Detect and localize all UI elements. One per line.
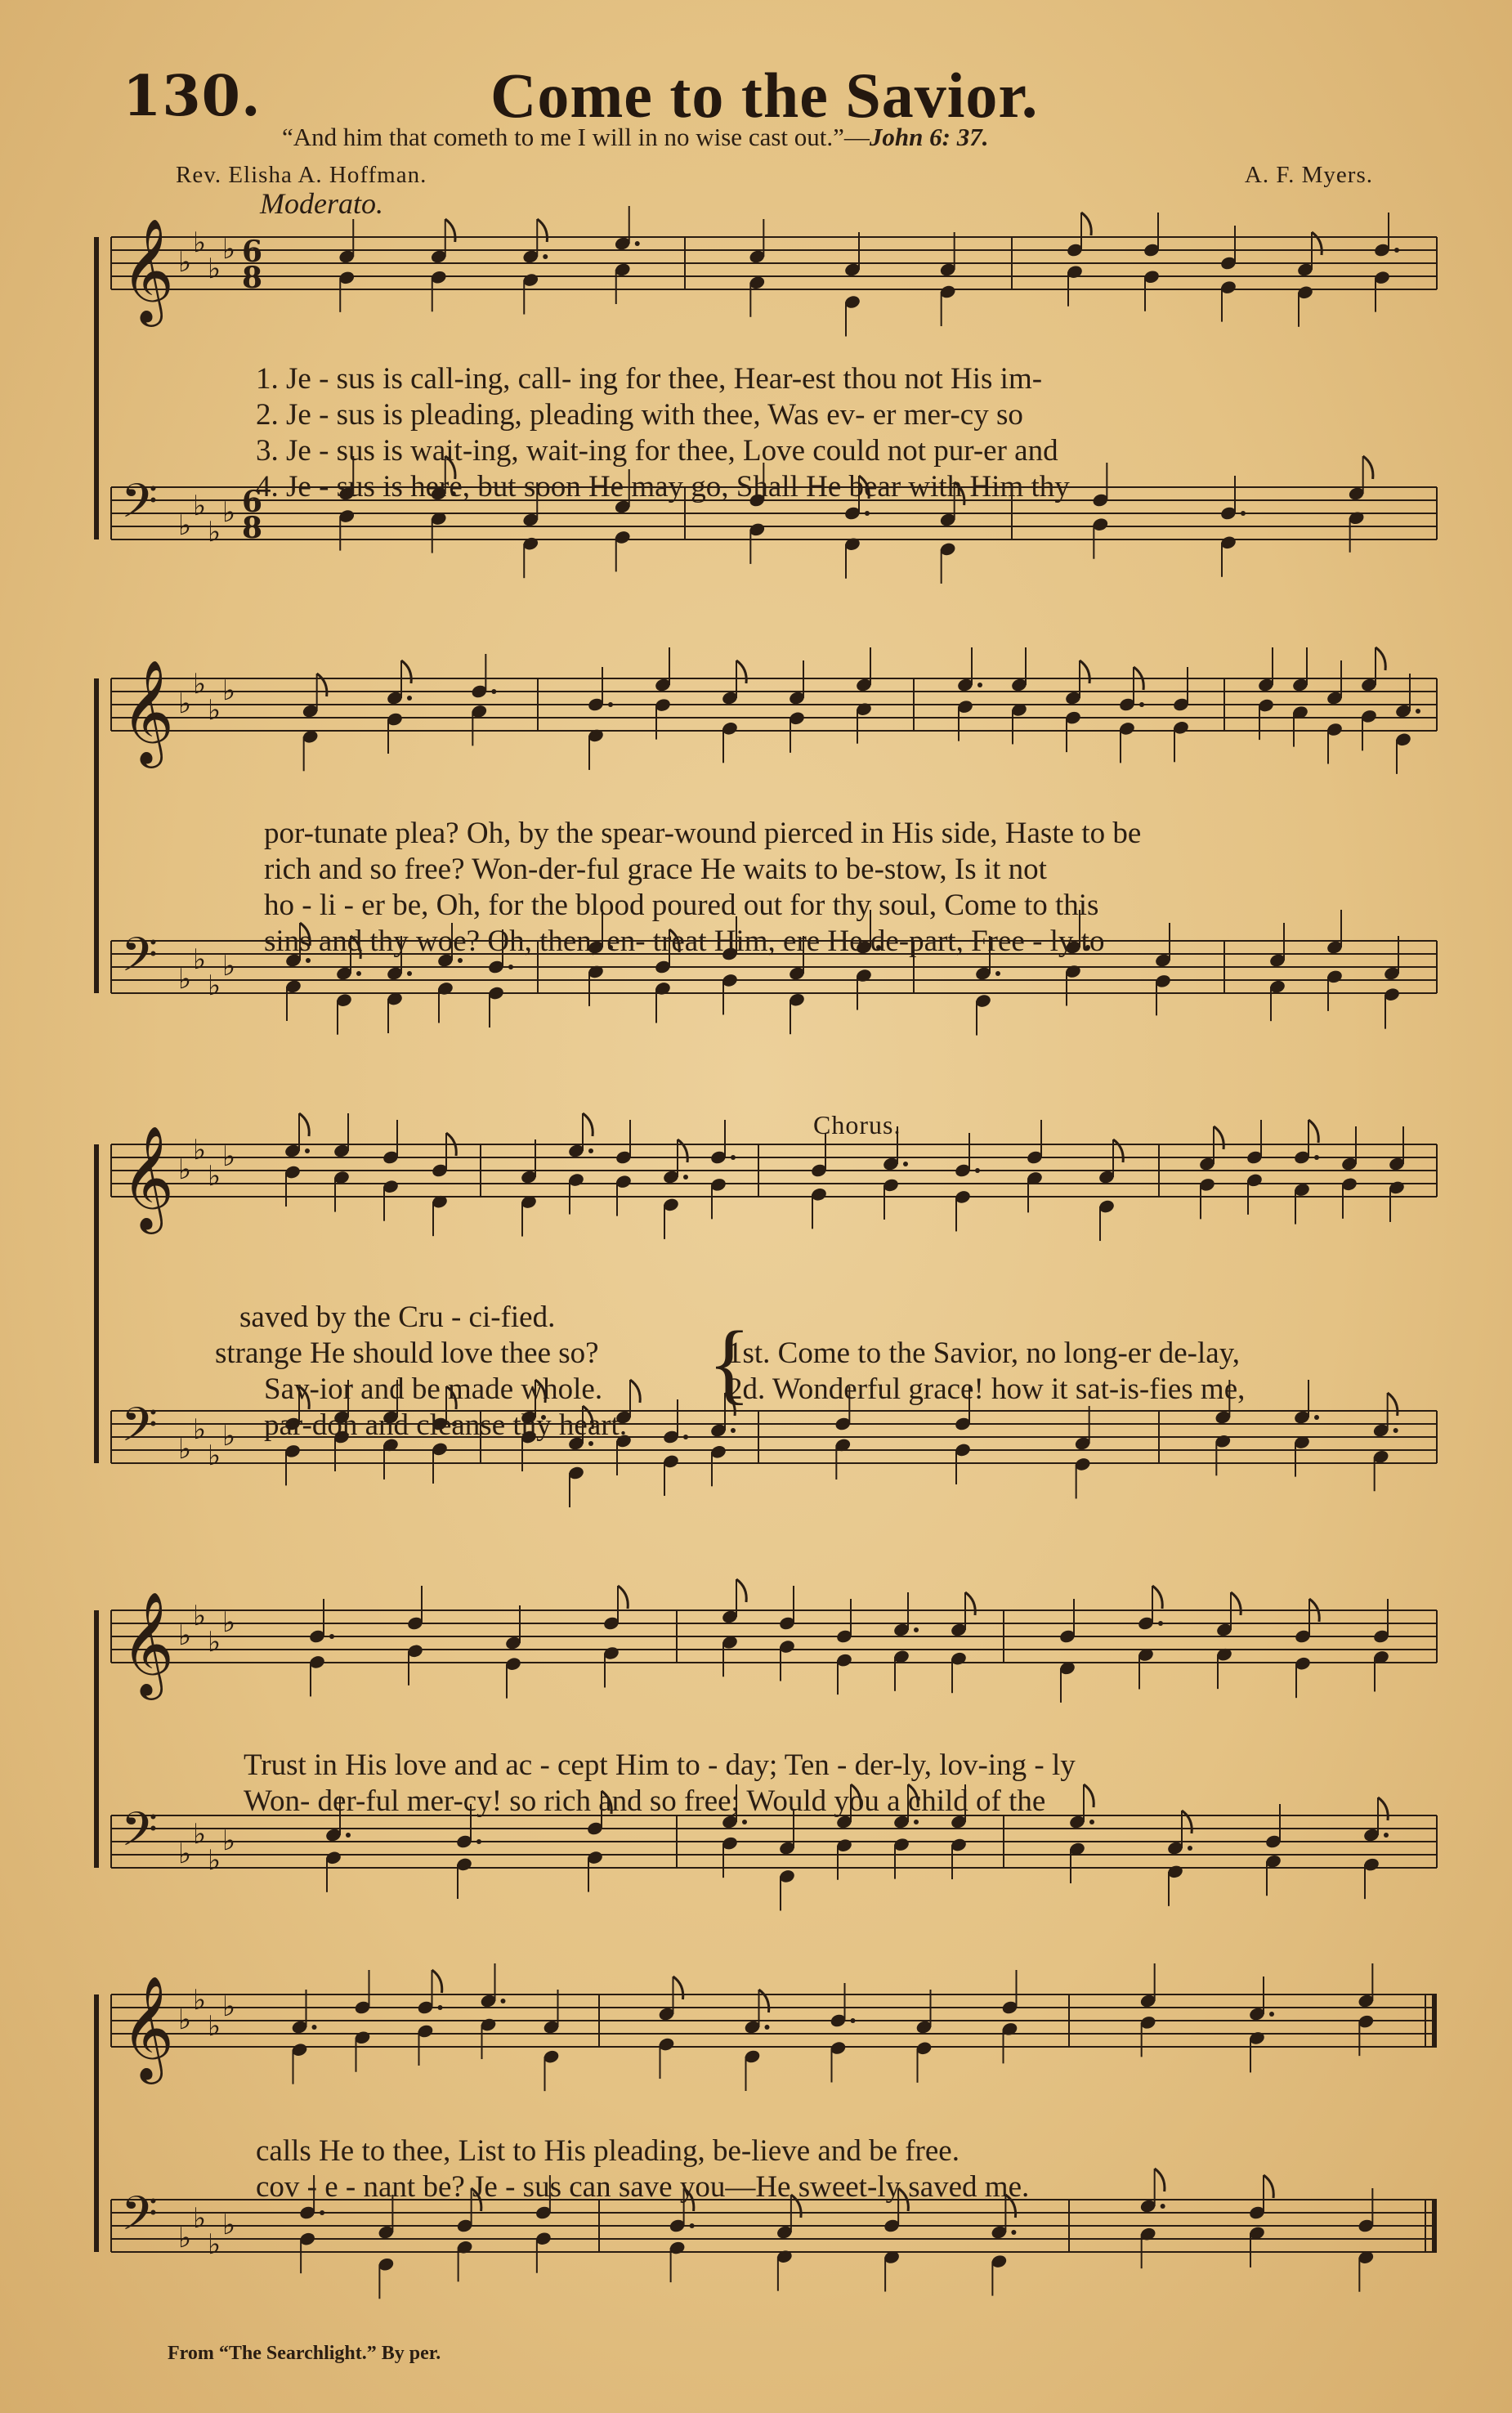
note-flag [583, 1113, 593, 1136]
time-signature: 6 [242, 235, 263, 269]
flat-icon: ♭ [193, 1600, 207, 1632]
dot [312, 2025, 317, 2030]
dot [1011, 2230, 1016, 2235]
flat-icon: ♭ [222, 1140, 236, 1173]
note-flag [965, 1592, 975, 1615]
note-flag [759, 1990, 769, 2012]
flat-icon: ♭ [193, 1818, 207, 1851]
bass-clef-icon: 𝄢 [121, 473, 159, 540]
lyric-line: sins and thy woe? Oh, then, en- treat Him, ere He de-part, Free - ly to [264, 924, 1105, 958]
flat-icon: ♭ [193, 1413, 207, 1446]
lyric-line: 2d. Wonderful grace! how it sat-is-fies me, [727, 1372, 1246, 1406]
note-flag [1388, 1393, 1398, 1416]
flat-icon: ♭ [178, 1619, 192, 1652]
dot [438, 2005, 443, 2010]
note-flag [1376, 647, 1385, 670]
note-flag [401, 660, 411, 683]
dot [683, 1435, 688, 1439]
composer: A. F. Myers. [1244, 162, 1373, 188]
note-flag [1152, 1586, 1162, 1609]
note-flag [1084, 1784, 1094, 1807]
dot [1139, 702, 1144, 707]
flat-icon: ♭ [208, 1160, 221, 1193]
note-flag [1308, 1120, 1318, 1143]
dot [903, 1162, 908, 1166]
flat-icon: ♭ [178, 687, 192, 720]
flat-icon: ♭ [193, 2202, 207, 2235]
bass-clef-icon: 𝄢 [121, 1397, 159, 1464]
flat-icon: ♭ [193, 1984, 207, 2017]
note-flag [317, 674, 327, 696]
dot [765, 2025, 770, 2030]
flat-icon: ♭ [193, 943, 207, 976]
dot [407, 696, 412, 701]
dot [1314, 1415, 1319, 1420]
dot [865, 511, 870, 516]
note-flag [299, 1113, 309, 1136]
dot [742, 1820, 747, 1824]
flat-icon: ♭ [178, 2222, 192, 2254]
note-flag [1231, 1592, 1241, 1615]
bass-clef-icon: 𝄢 [121, 927, 159, 994]
dot [1241, 511, 1246, 516]
dot [305, 1148, 310, 1153]
music-system-4 [96, 1591, 1437, 1954]
flat-icon: ♭ [222, 674, 236, 707]
lyric-line: saved by the Cru - ci-fied. [239, 1301, 556, 1334]
note-flag [1363, 456, 1373, 479]
flat-icon: ♭ [222, 950, 236, 983]
lyric-line: 4. Je - sus is here, but soon He may go, Shall He bear with Him thy [256, 470, 1070, 504]
flat-icon: ♭ [222, 1824, 236, 1857]
bass-clef-icon: 𝄢 [121, 1802, 159, 1869]
note-flag [1113, 1139, 1123, 1162]
flat-icon: ♭ [178, 2003, 192, 2036]
note-flag [1312, 232, 1322, 255]
lyric-line: ho - li - er be, Oh, for the blood poured out for thy soul, Come to this [264, 889, 1099, 922]
flat-icon: ♭ [193, 226, 207, 259]
flat-icon: ♭ [222, 1990, 236, 2023]
lyric-line: cov - e - nant be? Je - sus can save you—He sweet-ly saved me. [256, 2170, 1030, 2204]
epigraph-reference: John 6: 37. [869, 123, 989, 151]
flat-icon: ♭ [208, 1844, 221, 1877]
dot [1394, 248, 1399, 253]
note-flag [678, 1139, 687, 1162]
dot [851, 2018, 856, 2023]
flat-icon: ♭ [222, 233, 236, 266]
flat-icon: ♭ [222, 2209, 236, 2241]
flat-icon: ♭ [178, 509, 192, 542]
dot [508, 965, 513, 969]
dot [407, 971, 412, 976]
dot [320, 2210, 324, 2215]
time-signature: 8 [242, 261, 263, 295]
dot [975, 1168, 980, 1173]
lyric-line: 3. Je - sus is wait-ing, wait-ing for thee, Love could not pur-er and [256, 434, 1058, 468]
dot [635, 241, 640, 246]
lyric-line: strange He should love thee so? [215, 1336, 599, 1370]
dot [476, 1839, 481, 1844]
note-flag [673, 1977, 683, 1999]
note-flag [1264, 2175, 1273, 2198]
dot [329, 1634, 334, 1639]
music-system-1 [96, 217, 1437, 646]
music-system-5 [96, 1975, 1437, 2338]
flat-icon: ♭ [208, 2010, 221, 2043]
bass-clef-icon: 𝄢 [121, 2186, 159, 2253]
dot [346, 1833, 351, 1838]
dot [995, 971, 1000, 976]
dot [543, 254, 548, 259]
lyric-line: calls He to thee, List to His pleading, be-lieve and be free. [256, 2134, 960, 2168]
dot [608, 702, 613, 707]
note-flag [1080, 660, 1089, 683]
flat-icon: ♭ [193, 668, 207, 701]
treble-clef-icon: 𝄞 [121, 1591, 175, 1695]
flat-icon: ♭ [208, 1626, 221, 1659]
flat-icon: ♭ [193, 490, 207, 522]
source-credit: From “The Searchlight.” By per. [168, 2343, 441, 2364]
flat-icon: ♭ [193, 1134, 207, 1166]
hymn-number: 130. [123, 64, 262, 129]
flat-icon: ♭ [222, 496, 236, 529]
final-barline [1432, 2200, 1437, 2252]
lyric-line: Won- der-ful mer-cy! so rich and so free; Would you a child of the [244, 1784, 1046, 1818]
dot [1188, 1846, 1192, 1851]
lyric-line: 2. Je - sus is pleading, pleading with thee, Was ev- er mer-cy so [256, 398, 1023, 432]
note-flag [1182, 1811, 1192, 1833]
dot [1161, 2204, 1165, 2209]
flat-icon: ♭ [178, 1433, 192, 1466]
time-signature: 8 [242, 511, 263, 545]
lyric-line: par-don and cleanse thy heart. [264, 1408, 628, 1442]
note-flag [736, 660, 746, 683]
treble-clef-icon: 𝄞 [121, 1975, 175, 2079]
hymn-title: Come to the Savior. [490, 60, 1039, 131]
dot [356, 971, 361, 976]
epigraph [282, 123, 1410, 152]
flat-icon: ♭ [208, 694, 221, 727]
flat-icon: ♭ [178, 1838, 192, 1870]
flat-icon: ♭ [178, 246, 192, 279]
treble-clef-icon: 𝄞 [121, 1125, 175, 1229]
treble-clef-icon: 𝄞 [121, 217, 175, 322]
tempo-marking: Moderato. [260, 187, 383, 220]
lyric-line: 1st. Come to the Savior, no long-er de-lay, [727, 1336, 1241, 1370]
final-barline [1432, 1994, 1437, 2047]
dot [1416, 709, 1420, 714]
flat-icon: ♭ [222, 1420, 236, 1453]
author: Rev. Elisha A. Hoffman. [176, 162, 427, 188]
dot [1269, 2012, 1274, 2017]
flat-icon: ♭ [208, 969, 221, 1002]
dot [1089, 1820, 1094, 1824]
dot [1393, 1428, 1398, 1433]
note-flag [618, 1586, 628, 1609]
flat-icon: ♭ [178, 1153, 192, 1186]
dot [914, 1627, 919, 1632]
flat-icon: ♭ [208, 2228, 221, 2261]
dot [731, 1428, 736, 1433]
dot [1314, 1155, 1319, 1160]
flat-icon: ♭ [208, 516, 221, 548]
lyric-line: Trust in His love and ac - cept Him to - day; Ten - der-ly, lov-ing - ly [244, 1748, 1076, 1782]
note-flag [630, 1380, 640, 1403]
epigraph-text: “And him that cometh to me I will in no wise cast out.”— [282, 123, 870, 151]
dot [1384, 1833, 1389, 1838]
note-flag [537, 219, 547, 242]
lyric-line: Sav-ior and be made whole. [264, 1372, 603, 1406]
flat-icon: ♭ [178, 963, 192, 996]
time-signature: 6 [242, 485, 263, 519]
music-system-3 [96, 1125, 1437, 1553]
lyric-line: por-tunate plea? Oh, by the spear-wound pierced in His side, Haste to be [264, 817, 1142, 850]
dot [491, 689, 496, 694]
music-system-2 [96, 659, 1437, 1087]
flat-icon: ♭ [208, 1439, 221, 1472]
note-flag [1081, 213, 1091, 235]
dot [977, 683, 982, 687]
dot [683, 1175, 688, 1180]
note-flag [736, 1579, 746, 1602]
flat-icon: ♭ [222, 1606, 236, 1639]
lyric-line: rich and so free? Won-der-ful grace He waits to be-stow, Is it not [264, 853, 1047, 886]
dot [588, 1148, 593, 1153]
flat-icon: ♭ [208, 253, 221, 285]
chorus-brace: { [708, 1313, 751, 1412]
dot [731, 1155, 736, 1160]
dot [690, 2223, 695, 2228]
dot [914, 1820, 919, 1824]
note-flag [1378, 1797, 1388, 1820]
treble-clef-icon: 𝄞 [121, 659, 175, 763]
lyric-line: 1. Je - sus is call-ing, call- ing for thee, Hear-est thou not His im- [256, 362, 1043, 396]
note-flag [1214, 1126, 1223, 1149]
note-flag [445, 219, 455, 242]
chorus-label: Chorus. [813, 1110, 901, 1139]
dot [1158, 1621, 1163, 1626]
note-flag [432, 1970, 442, 1993]
note-flag [1155, 2169, 1165, 2191]
dot [501, 1999, 506, 2003]
